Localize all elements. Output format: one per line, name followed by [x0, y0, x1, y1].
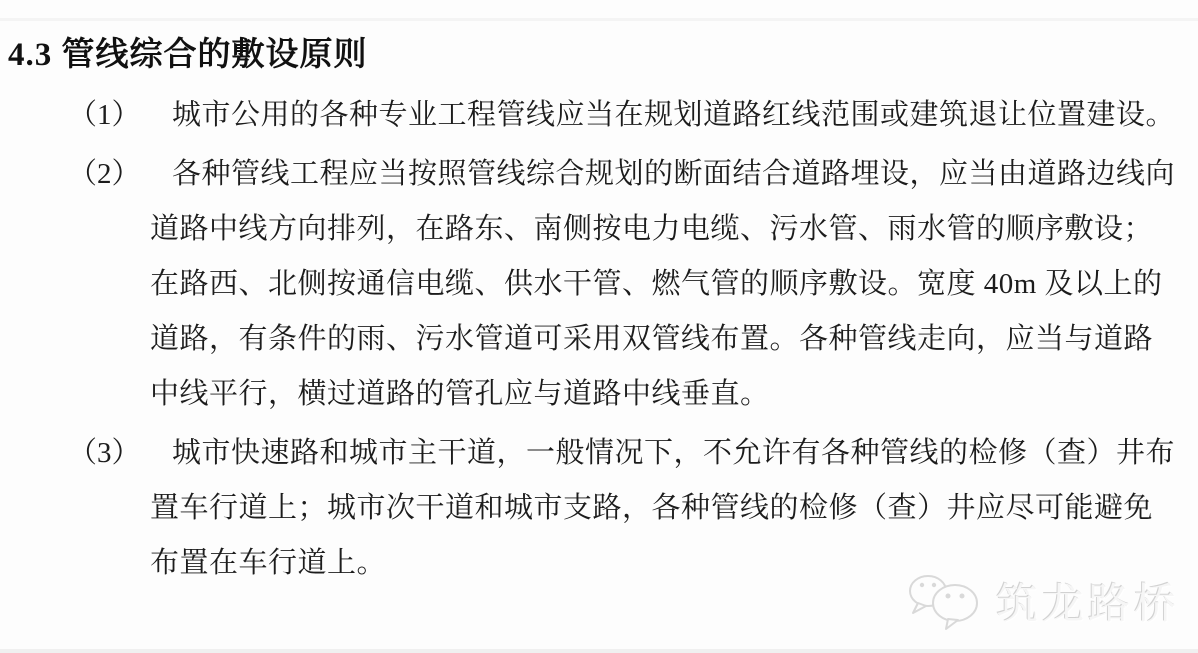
item-number: （3） — [68, 437, 141, 469]
scan-artifact — [0, 649, 1198, 653]
section-heading: 4.3 管线综合的敷设原则 — [8, 37, 368, 73]
scan-artifact — [0, 18, 1198, 21]
paragraph-line: 置车行道上；城市次干道和城市支路，各种管线的检修（查）井应尽可能避免 — [150, 492, 1154, 524]
list-item — [0, 88, 1198, 143]
clause-list — [0, 88, 1198, 595]
list-item — [0, 426, 1198, 591]
paragraph-line: 各种管线工程应当按照管线综合规划的断面结合道路埋设，应当由道路边线向 — [172, 158, 1176, 190]
list-item — [0, 147, 1198, 422]
paragraph-line: 城市快速路和城市主干道，一般情况下，不允许有各种管线的检修（查）井布 — [172, 437, 1176, 469]
item-text — [150, 88, 1198, 143]
paragraph-line: 道路中线方向排列，在路东、南侧按电力电缆、污水管、雨水管的顺序敷设； — [150, 213, 1154, 245]
watermark — [904, 569, 1180, 633]
paragraph-line: 城市公用的各种专业工程管线应当在规划道路红线范围或建筑退让位置建设。 — [172, 99, 1176, 131]
wechat-icon — [904, 569, 988, 633]
paragraph-line: 中线平行，横过道路的管孔应与道路中线垂直。 — [150, 378, 770, 410]
paragraph-line: 在路西、北侧按通信电缆、供水干管、燃气管的顺序敷设。宽度 40m 及以上的 — [150, 268, 1163, 300]
paragraph-line: 道路，有条件的雨、污水管道可采用双管线布置。各种管线走向，应当与道路 — [150, 323, 1154, 355]
item-number: （1） — [68, 99, 141, 131]
item-number: （2） — [68, 158, 141, 190]
paragraph-line: 布置在车行道上。 — [150, 547, 387, 579]
item-text — [150, 426, 1198, 591]
item-text — [150, 147, 1198, 422]
watermark-label: 筑龙路桥 — [995, 582, 1180, 628]
